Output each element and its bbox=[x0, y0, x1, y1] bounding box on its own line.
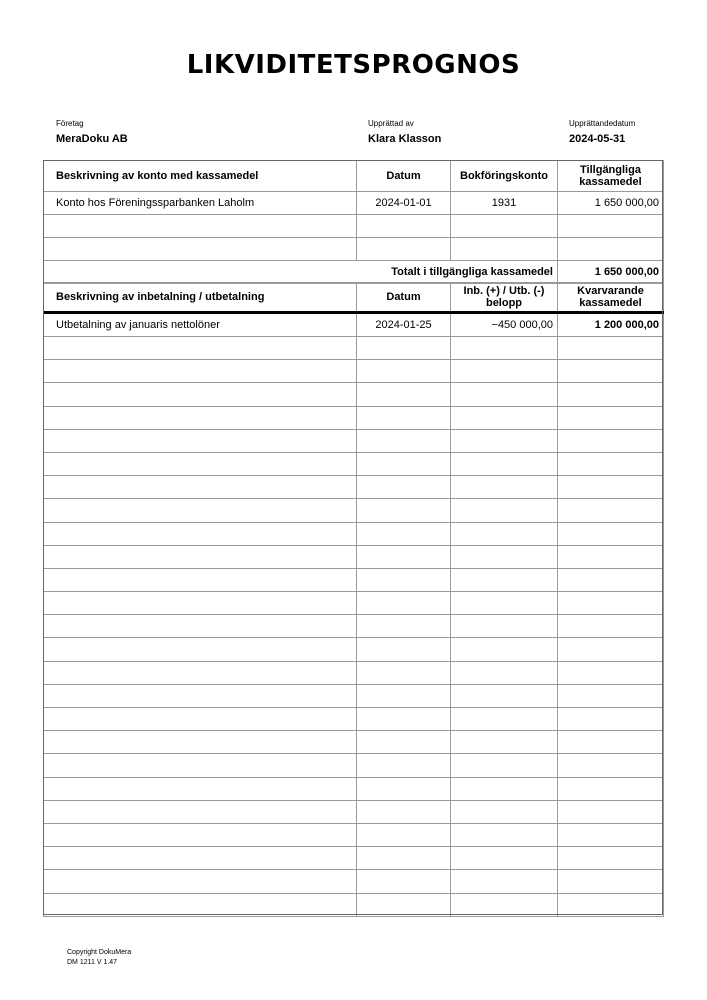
table-row bbox=[44, 661, 664, 684]
tx-date-cell[interactable] bbox=[357, 731, 451, 754]
tx-desc-cell[interactable] bbox=[44, 545, 357, 568]
account-amount-cell[interactable] bbox=[558, 238, 664, 261]
table-row bbox=[44, 192, 664, 215]
table-row bbox=[44, 638, 664, 661]
copyright-text: Copyright DokuMera bbox=[67, 949, 132, 956]
total-value: 1 650 000,00 bbox=[558, 261, 664, 284]
table-row bbox=[44, 337, 664, 360]
tx-amount-cell[interactable] bbox=[451, 870, 558, 893]
tx-amount-cell[interactable] bbox=[451, 823, 558, 846]
table-row bbox=[44, 592, 664, 615]
table-row bbox=[44, 476, 664, 499]
table-row bbox=[44, 429, 664, 452]
tx-desc-cell[interactable] bbox=[44, 452, 357, 475]
tx-date-cell[interactable] bbox=[357, 893, 451, 916]
tx-date-cell[interactable] bbox=[357, 406, 451, 429]
table-row bbox=[44, 360, 664, 383]
account-date-cell[interactable]: 2024-01-01 bbox=[357, 192, 451, 215]
tx-remaining-cell[interactable] bbox=[558, 638, 664, 661]
tx-date-cell[interactable] bbox=[357, 847, 451, 870]
account-number-cell[interactable] bbox=[451, 215, 558, 238]
table-row bbox=[44, 615, 664, 638]
prepared-by-label: Upprättad av bbox=[368, 119, 414, 128]
accounts-col-available: Tillgängliga kassamedel bbox=[558, 161, 664, 192]
tx-remaining-cell[interactable] bbox=[558, 592, 664, 615]
tx-desc-cell[interactable] bbox=[44, 592, 357, 615]
tx-date-cell[interactable] bbox=[357, 452, 451, 475]
tx-desc-cell[interactable] bbox=[44, 476, 357, 499]
table-row bbox=[44, 452, 664, 475]
tx-amount-cell[interactable] bbox=[451, 800, 558, 823]
tx-remaining-cell[interactable] bbox=[558, 476, 664, 499]
tx-date-cell[interactable] bbox=[357, 777, 451, 800]
total-spacer bbox=[44, 261, 357, 284]
accounts-col-account: Bokföringskonto bbox=[451, 161, 558, 192]
tx-desc-cell[interactable] bbox=[44, 383, 357, 406]
tx-amount-cell[interactable] bbox=[451, 708, 558, 731]
tx-remaining-cell[interactable] bbox=[558, 754, 664, 777]
table-row bbox=[44, 731, 664, 754]
footer bbox=[67, 948, 131, 968]
date-value: 2024-05-31 bbox=[569, 133, 626, 145]
tx-remaining-cell[interactable] bbox=[558, 870, 664, 893]
accounts-table bbox=[43, 160, 664, 284]
tx-remaining-cell[interactable] bbox=[558, 684, 664, 707]
tx-desc-cell[interactable] bbox=[44, 337, 357, 360]
tx-amount-cell[interactable] bbox=[451, 522, 558, 545]
tx-date-cell[interactable]: 2024-01-25 bbox=[357, 313, 451, 337]
tx-date-cell[interactable] bbox=[357, 615, 451, 638]
tx-desc-cell[interactable] bbox=[44, 777, 357, 800]
tx-amount-cell[interactable] bbox=[451, 684, 558, 707]
tx-desc-cell[interactable] bbox=[44, 406, 357, 429]
tx-desc-cell[interactable] bbox=[44, 429, 357, 452]
tx-amount-cell[interactable] bbox=[451, 337, 558, 360]
tx-remaining-cell[interactable] bbox=[558, 708, 664, 731]
tx-desc-cell[interactable] bbox=[44, 661, 357, 684]
table-row bbox=[44, 406, 664, 429]
tx-date-cell[interactable] bbox=[357, 522, 451, 545]
tx-amount-cell[interactable] bbox=[451, 568, 558, 591]
tx-desc-cell[interactable] bbox=[44, 847, 357, 870]
table-row bbox=[44, 522, 664, 545]
tx-date-cell[interactable] bbox=[357, 708, 451, 731]
tx-amount-cell[interactable] bbox=[451, 360, 558, 383]
tx-amount-cell[interactable] bbox=[451, 499, 558, 522]
tx-col-amount: Inb. (+) / Utb. (-) belopp bbox=[451, 283, 558, 313]
tx-desc-cell[interactable] bbox=[44, 638, 357, 661]
account-date-cell[interactable] bbox=[357, 215, 451, 238]
tx-remaining-cell[interactable] bbox=[558, 429, 664, 452]
tx-remaining-cell[interactable] bbox=[558, 545, 664, 568]
account-desc-cell[interactable]: Konto hos Föreningssparbanken Laholm bbox=[44, 192, 357, 215]
page-title: LIKVIDITETSPROGNOS bbox=[186, 50, 521, 80]
tx-remaining-cell[interactable] bbox=[558, 383, 664, 406]
tx-desc-cell[interactable] bbox=[44, 731, 357, 754]
tx-remaining-cell[interactable] bbox=[558, 661, 664, 684]
tx-remaining-cell[interactable] bbox=[558, 337, 664, 360]
tx-amount-cell[interactable] bbox=[451, 847, 558, 870]
tx-date-cell[interactable] bbox=[357, 638, 451, 661]
tx-amount-cell[interactable] bbox=[451, 383, 558, 406]
tx-amount-cell[interactable] bbox=[451, 661, 558, 684]
company-label: Företag bbox=[56, 119, 84, 128]
table-row bbox=[44, 499, 664, 522]
tx-desc-cell[interactable] bbox=[44, 754, 357, 777]
tx-date-cell[interactable] bbox=[357, 360, 451, 383]
account-desc-cell[interactable] bbox=[44, 215, 357, 238]
table-row bbox=[44, 684, 664, 707]
accounts-col-date: Datum bbox=[357, 161, 451, 192]
account-amount-cell[interactable]: 1 650 000,00 bbox=[558, 192, 664, 215]
date-label: Upprättandedatum bbox=[569, 119, 636, 128]
tx-desc-cell[interactable] bbox=[44, 522, 357, 545]
accounts-col-desc: Beskrivning av konto med kassamedel bbox=[44, 161, 357, 192]
blank-rows bbox=[44, 337, 664, 917]
company-value: MeraDoku AB bbox=[56, 133, 128, 145]
tx-desc-cell[interactable] bbox=[44, 708, 357, 731]
tx-amount-cell[interactable] bbox=[451, 429, 558, 452]
table-row bbox=[44, 708, 664, 731]
tx-desc-cell[interactable] bbox=[44, 870, 357, 893]
tx-desc-cell[interactable] bbox=[44, 499, 357, 522]
tx-remaining-cell[interactable] bbox=[558, 847, 664, 870]
table-row bbox=[44, 568, 664, 591]
tx-col-date: Datum bbox=[357, 283, 451, 313]
tx-remaining-cell[interactable] bbox=[558, 731, 664, 754]
tx-desc-cell[interactable] bbox=[44, 360, 357, 383]
tx-amount-cell[interactable] bbox=[451, 406, 558, 429]
transactions-header-row bbox=[44, 283, 664, 313]
tx-amount-cell[interactable] bbox=[451, 638, 558, 661]
account-amount-cell[interactable] bbox=[558, 215, 664, 238]
tx-desc-cell[interactable] bbox=[44, 800, 357, 823]
account-number-cell[interactable]: 1931 bbox=[451, 192, 558, 215]
table-row bbox=[44, 777, 664, 800]
tx-remaining-cell[interactable] bbox=[558, 452, 664, 475]
tx-date-cell[interactable] bbox=[357, 476, 451, 499]
tx-date-cell[interactable] bbox=[357, 684, 451, 707]
tx-amount-cell[interactable] bbox=[451, 777, 558, 800]
tx-date-cell[interactable] bbox=[357, 383, 451, 406]
tx-remaining-cell[interactable]: 1 200 000,00 bbox=[558, 313, 664, 337]
tx-remaining-cell[interactable] bbox=[558, 406, 664, 429]
tx-date-cell[interactable] bbox=[357, 568, 451, 591]
table-row bbox=[44, 800, 664, 823]
tx-remaining-cell[interactable] bbox=[558, 777, 664, 800]
version-text: DM 1211 V 1.47 bbox=[67, 959, 118, 966]
tx-amount-cell[interactable] bbox=[451, 476, 558, 499]
tx-amount-cell[interactable]: −450 000,00 bbox=[451, 313, 558, 337]
account-desc-cell[interactable] bbox=[44, 238, 357, 261]
accounts-total-row bbox=[44, 261, 664, 284]
tx-date-cell[interactable] bbox=[357, 545, 451, 568]
tx-amount-cell[interactable] bbox=[451, 893, 558, 916]
table-row bbox=[44, 754, 664, 777]
tx-amount-cell[interactable] bbox=[451, 545, 558, 568]
tx-date-cell[interactable] bbox=[357, 337, 451, 360]
tx-desc-cell[interactable] bbox=[44, 615, 357, 638]
tx-remaining-cell[interactable] bbox=[558, 499, 664, 522]
tx-remaining-cell[interactable] bbox=[558, 893, 664, 916]
table-row bbox=[44, 823, 664, 846]
tx-date-cell[interactable] bbox=[357, 754, 451, 777]
tx-date-cell[interactable] bbox=[357, 592, 451, 615]
account-date-cell[interactable] bbox=[357, 238, 451, 261]
total-label: Totalt i tillgängliga kassamedel bbox=[357, 261, 558, 284]
tx-desc-cell[interactable] bbox=[44, 893, 357, 916]
account-number-cell[interactable] bbox=[451, 238, 558, 261]
table-row bbox=[44, 238, 664, 261]
tx-desc-cell[interactable] bbox=[44, 823, 357, 846]
tx-remaining-cell[interactable] bbox=[558, 568, 664, 591]
tx-remaining-cell[interactable] bbox=[558, 800, 664, 823]
table-row bbox=[44, 383, 664, 406]
tx-remaining-cell[interactable] bbox=[558, 522, 664, 545]
table-row bbox=[44, 215, 664, 238]
table-row bbox=[44, 847, 664, 870]
tx-col-desc: Beskrivning av inbetalning / utbetalning bbox=[44, 283, 357, 313]
tx-date-cell[interactable] bbox=[357, 800, 451, 823]
tx-remaining-cell[interactable] bbox=[558, 615, 664, 638]
tx-desc-cell[interactable] bbox=[44, 568, 357, 591]
tx-amount-cell[interactable] bbox=[451, 592, 558, 615]
transactions-table bbox=[43, 282, 664, 917]
tx-date-cell[interactable] bbox=[357, 870, 451, 893]
table-row bbox=[44, 870, 664, 893]
tx-amount-cell[interactable] bbox=[451, 452, 558, 475]
accounts-header-row bbox=[44, 161, 664, 192]
tx-amount-cell[interactable] bbox=[451, 615, 558, 638]
tx-desc-cell[interactable]: Utbetalning av januaris nettolöner bbox=[44, 313, 357, 337]
tx-date-cell[interactable] bbox=[357, 823, 451, 846]
tx-desc-cell[interactable] bbox=[44, 684, 357, 707]
tx-remaining-cell[interactable] bbox=[558, 823, 664, 846]
table-row bbox=[44, 313, 664, 337]
tx-amount-cell[interactable] bbox=[451, 731, 558, 754]
tx-col-remaining: Kvarvarande kassamedel bbox=[558, 283, 664, 313]
table-row bbox=[44, 893, 664, 916]
table-row bbox=[44, 545, 664, 568]
tx-amount-cell[interactable] bbox=[451, 754, 558, 777]
tx-date-cell[interactable] bbox=[357, 499, 451, 522]
tx-date-cell[interactable] bbox=[357, 661, 451, 684]
prepared-by-value: Klara Klasson bbox=[368, 133, 442, 145]
tx-date-cell[interactable] bbox=[357, 429, 451, 452]
tx-remaining-cell[interactable] bbox=[558, 360, 664, 383]
